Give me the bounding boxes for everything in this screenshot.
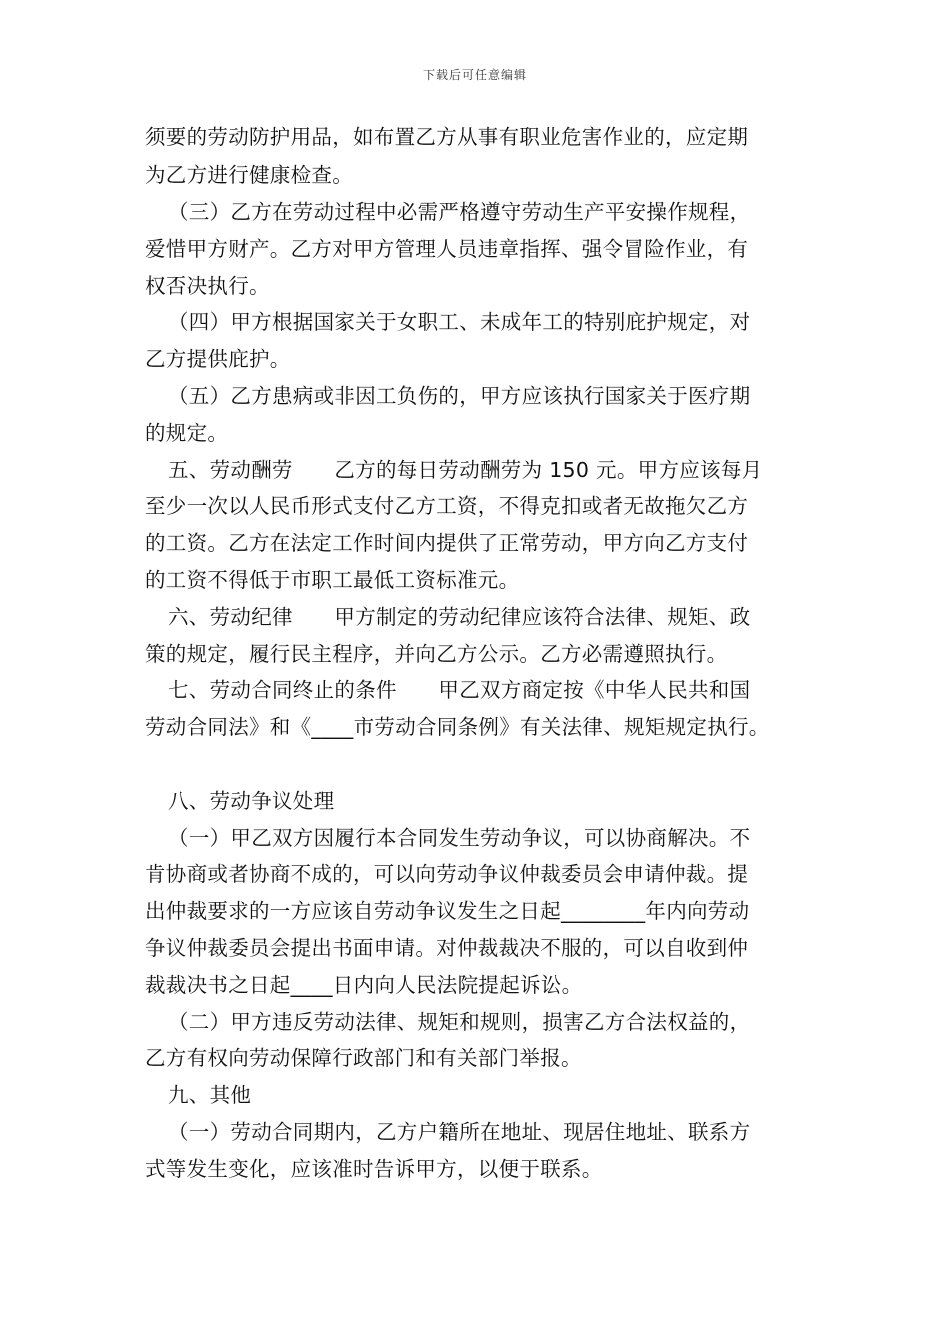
page-header-note: 下载后可任意编辑 [422,68,527,82]
document-line: 爱惜甲方财产。乙方对甲方管理人员违章指挥、强令冒险作业，有 [145,237,749,261]
section-heading: 九、其他 [168,1083,252,1107]
document-line: （一）劳动合同期内，乙方户籍所在地址、现居住地址、联系方 [168,1120,751,1144]
document-line: 裁裁决书之日起____日内向人民法院提起诉讼。 [145,973,583,997]
document-line: 五、劳动酬劳 乙方的每日劳动酬劳为 150 元。甲方应该每月 [168,458,763,482]
document-line: 式等发生变化，应该准时告诉甲方，以便于联系。 [145,1157,603,1181]
document-line: 出仲裁要求的一方应该自劳动争议发生之日起________年内向劳动 [145,899,750,923]
document-line: 策的规定，履行民主程序，并向乙方公示。乙方必需遵照执行。 [145,642,728,666]
document-line: 的规定。 [145,421,229,445]
document-line: 乙方提供庇护。 [145,347,291,371]
document-line: 肯协商或者协商不成的，可以向劳动争议仲裁委员会申请仲裁。提 [145,862,749,886]
document-line: 六、劳动纪律 甲方制定的劳动纪律应该符合法律、规矩、政 [168,605,751,629]
document-line: （二）甲方违反劳动法律、规矩和规则，损害乙方合法权益的， [168,1010,751,1034]
document-line: （五）乙方患病或非因工负伤的，甲方应该执行国家关于医疗期 [168,384,751,408]
document-line: 权否决执行。 [145,274,270,298]
document-line: 为乙方进行健康检查。 [145,163,353,187]
document-line: （四）甲方根据国家关于女职工、未成年工的特别庇护规定，对 [168,310,751,334]
document-line: 劳动合同法》和《____市劳动合同条例》有关法律、规矩规定执行。 [145,715,770,739]
document-line: 的工资。乙方在法定工作时间内提供了正常劳动，甲方向乙方支付 [145,531,749,555]
document-line: 七、劳动合同终止的条件 甲乙双方商定按《中华人民共和国 [168,678,751,702]
document-line: （一）甲乙双方因履行本合同发生劳动争议，可以协商解决。不 [168,826,751,850]
document-line: 乙方有权向劳动保障行政部门和有关部门举报。 [145,1046,582,1070]
document-line: 的工资不得低于市职工最低工资标准元。 [145,568,520,592]
document-line: 争议仲裁委员会提出书面申请。对仲裁裁决不服的，可以自收到仲 [145,936,749,960]
document-line: 须要的劳动防护用品，如布置乙方从事有职业危害作业的，应定期 [145,125,749,149]
document-line: （三）乙方在劳动过程中必需严格遵守劳动生产平安操作规程， [168,200,751,224]
document-line: 至少一次以人民币形式支付乙方工资，不得克扣或者无故拖欠乙方 [145,494,749,518]
section-heading: 八、劳动争议处理 [168,789,335,813]
